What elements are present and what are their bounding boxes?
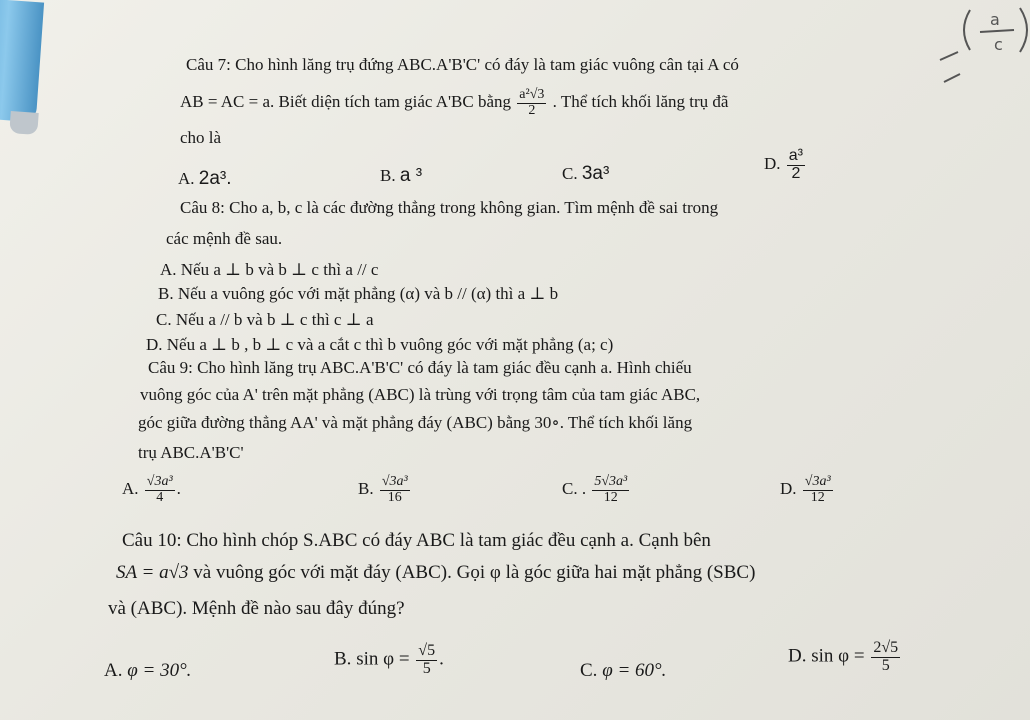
q10-option-c-value: φ = 60°.: [602, 660, 667, 681]
q10-line1: Câu 10: Cho hình chóp S.ABC có đáy ABC là tam giác đều cạnh a. Cạnh bên: [122, 530, 711, 551]
q10-option-a[interactable]: A. φ = 30°.: [104, 660, 192, 681]
margin-note-den: c: [994, 35, 1003, 54]
q10-sa-value: SA = a√3: [116, 562, 189, 583]
q10-option-b[interactable]: B. sin φ = $\frac{√5}{5}$ .: [334, 642, 444, 677]
q10-option-d[interactable]: D. sin φ = $\frac{2√5}{5}$: [788, 639, 899, 674]
q10-line3: và (ABC). Mệnh đề nào sau đây đúng?: [108, 598, 405, 619]
margin-note-num: a: [990, 10, 1000, 29]
q8-line2: các mệnh đề sau.: [166, 229, 283, 248]
q10-line2: SA = a√3 và vuông góc với mặt đáy (ABC). Gọi φ là góc giữa hai mặt phẳng (SBC): [116, 562, 756, 583]
q7-option-d-fraction: $\frac{\text{a³}}{2}$: [788, 147, 804, 182]
q7-option-a-value: 2a³.: [198, 168, 232, 189]
q7-line3: cho là: [180, 128, 222, 147]
q10-option-a-value: φ = 30°.: [127, 660, 192, 681]
q7-line1: Câu 7: Cho hình lăng trụ đứng ABC.A'B'C' có đáy là tam giác vuông cân tại A có: [186, 55, 739, 74]
q7-line2-a: AB = AC = a. Biết diện tích tam giác A'BC bằng: [180, 92, 512, 112]
q10-option-d-fraction: $\frac{2√5}{5}$: [873, 639, 899, 674]
q9-line1: Câu 9: Cho hình lăng trụ ABC.A'B'C' có đáy là tam giác đều cạnh a. Hình chiếu: [148, 358, 692, 377]
q9-option-d[interactable]: D. $\frac{\text{√3a³}}{12}$: [780, 474, 831, 505]
q8-option-c[interactable]: C. Nếu a // b và b ⊥ c thì c ⊥ a: [156, 310, 374, 329]
q8-line1: Câu 8: Cho a, b, c là các đường thẳng trong không gian. Tìm mệnh đề sai trong: [180, 198, 719, 217]
handwritten-margin-note: [910, 0, 1030, 90]
q9-option-a-fraction: $\frac{\text{√3a³}}{4}$: [146, 474, 173, 505]
q8-option-a[interactable]: A. Nếu a ⊥ b và b ⊥ c thì a // c: [160, 260, 379, 279]
q9-option-c-fraction: $\frac{\text{5√3a³}}{12}$: [594, 474, 628, 505]
q7-line2-b: . Thể tích khối lăng trụ đã: [552, 92, 729, 112]
q9-option-b[interactable]: B. $\frac{\text{√3a³}}{16}$: [358, 474, 408, 505]
pen-cap: [9, 111, 38, 135]
q7-option-b[interactable]: B. a ³: [380, 165, 423, 186]
q9-line2: vuông góc của A' trên mặt phẳng (ABC) là trùng với trọng tâm của tam giác ABC,: [140, 385, 701, 404]
q8-option-b[interactable]: B. Nếu a vuông góc với mặt phẳng (α) và b // (α) thì a ⊥ b: [158, 284, 559, 303]
q7-option-c-value: 3a³: [581, 163, 610, 184]
q7-frac-num: a²√3: [519, 87, 545, 102]
q9-option-b-fraction: $\frac{\text{√3a³}}{16}$: [381, 474, 408, 505]
q7-option-d[interactable]: D. $\frac{\text{a³}}{2}$: [764, 147, 804, 182]
q9-option-d-fraction: $\frac{\text{√3a³}}{12}$: [804, 474, 831, 505]
q7-option-a[interactable]: A. 2a³.: [178, 168, 232, 189]
q7-option-c[interactable]: C. 3a³: [562, 163, 610, 184]
q10-option-b-fraction: $\frac{√5}{5}$: [418, 642, 436, 677]
q7-option-b-value: a ³: [399, 165, 423, 186]
q7-line2: [180, 88, 728, 118]
q10-option-c[interactable]: C. φ = 60°.: [580, 660, 667, 681]
q9-line4: trụ ABC.A'B'C': [138, 443, 244, 462]
pen-body: [0, 0, 44, 122]
q9-line3: góc giữa đường thẳng AA' và mặt phẳng đáy (ABC) bằng 30∘. Thể tích khối lăng: [138, 413, 693, 432]
q9-option-c[interactable]: C. . $\frac{\text{5√3a³}}{12}$: [562, 474, 628, 505]
q8-option-d[interactable]: D. Nếu a ⊥ b , b ⊥ c và a cắt c thì b vuông góc với mặt phẳng (a; c): [146, 335, 614, 354]
q9-option-a[interactable]: A. $\frac{\text{√3a³}}{4}$ .: [122, 474, 181, 505]
q7-frac-den: 2: [528, 102, 536, 118]
q7-area-fraction: [517, 88, 546, 118]
